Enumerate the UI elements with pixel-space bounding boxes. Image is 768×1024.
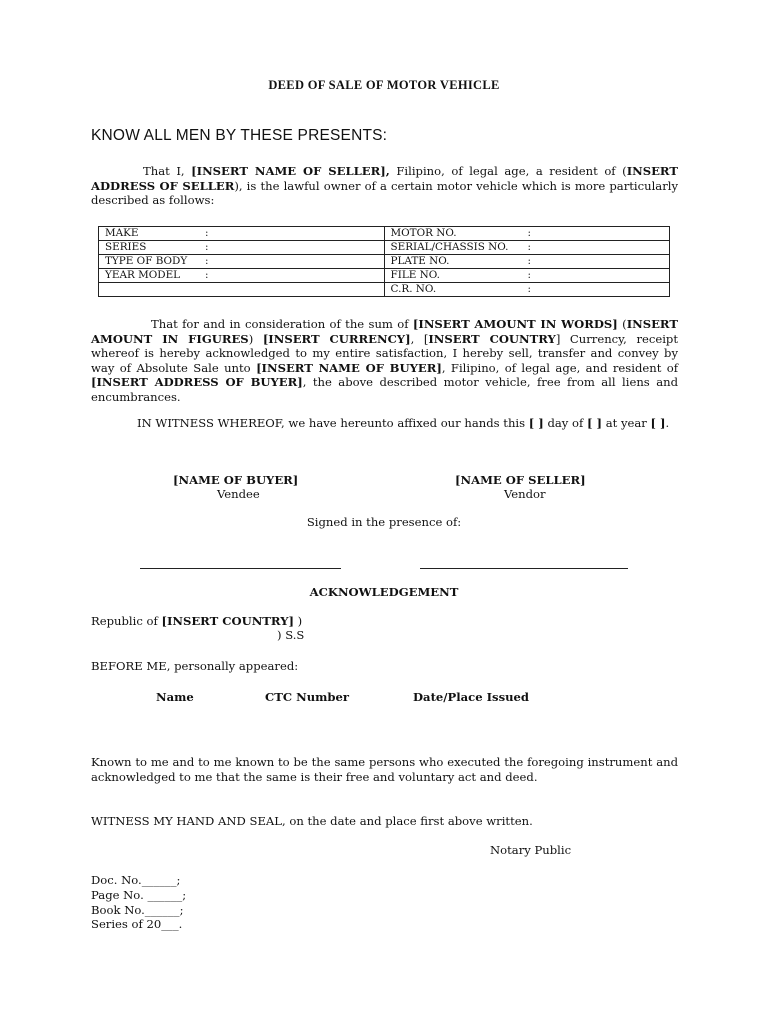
- witness-paragraph: IN WITNESS WHEREOF, we have hereunto affixed our hands this [ ] day of [ ] at year [ ].: [137, 416, 670, 430]
- acknowledgement-heading: ACKNOWLEDGEMENT: [309, 585, 459, 599]
- buyer-address-placeholder: [INSERT ADDRESS OF BUYER]: [91, 375, 303, 389]
- witness-signature-line-1: [140, 568, 341, 569]
- vehicle-field-colon: :: [205, 269, 209, 281]
- vehicle-table-cell-left: [99, 269, 385, 283]
- vehicle-table-cell-right: [384, 283, 670, 297]
- column-name: Name: [156, 690, 194, 704]
- doc-no: Doc. No.______;: [91, 873, 181, 887]
- seller-name: [NAME OF SELLER]: [455, 473, 586, 487]
- vehicle-field-label: SERIAL/CHASSIS NO.: [390, 241, 509, 253]
- seller-address-placeholder: INSERT ADDRESS OF SELLER: [91, 164, 678, 193]
- vehicle-field-label: TYPE OF BODY: [105, 255, 188, 267]
- buyer-name-placeholder: [INSERT NAME OF BUYER]: [256, 360, 442, 375]
- vehicle-table-cell-right: [384, 227, 670, 241]
- country-placeholder: INSERT COUNTRY: [428, 331, 556, 346]
- column-date-place-issued: Date/Place Issued: [413, 690, 530, 704]
- seller-paragraph: That I, [INSERT NAME OF SELLER], Filipino, of legal age, a resident of (INSERT ADDRESS OF SELLER), is the lawful owner of a certain motor vehicle which is more particularly described as follows:: [91, 164, 678, 207]
- amount-words-placeholder: [INSERT AMOUNT IN WORDS]: [412, 317, 618, 331]
- witness-signature-line-2: [420, 568, 628, 569]
- vehicle-table-cell-left: [99, 255, 385, 269]
- vehicle-field-label: MAKE: [105, 227, 139, 239]
- vehicle-table-cell-left: [99, 241, 385, 255]
- vehicle-field-label: SERIES: [105, 241, 147, 253]
- vehicle-field-colon: :: [527, 269, 532, 281]
- vehicle-table-cell-right: [384, 241, 670, 255]
- republic-line: Republic of [INSERT COUNTRY] ): [91, 614, 303, 628]
- witness-hand-text: WITNESS MY HAND AND SEAL, on the date and place first above written.: [91, 814, 533, 828]
- notary-public-label: Notary Public: [490, 843, 572, 857]
- known-paragraph: Known to me and to me known to be the same persons who executed the foregoing instrument and acknowledged to me that the same is their free and voluntary act and deed.: [91, 755, 678, 784]
- republic-country-placeholder: [INSERT COUNTRY]: [161, 614, 294, 628]
- vehicle-table-row: [99, 269, 670, 283]
- seller-role: Vendor: [504, 487, 546, 501]
- vehicle-field-colon: :: [205, 241, 209, 253]
- vehicle-field-label: FILE NO.: [390, 269, 440, 281]
- vehicle-table-row: [99, 241, 670, 255]
- vehicle-table-cell-left: [99, 227, 385, 241]
- consideration-paragraph: That for and in consideration of the sum of [INSERT AMOUNT IN WORDS] (INSERT AMOUNT IN FIGURES) [INSERT CURRENCY], [INSERT COUNTRY] Currency, receipt whereof is hereby acknowledged to my entire satisfaction, I hereby sell, transfer and convey by way of Absolute Sale unto [INSERT NAME OF BUYER], Filipino, of legal age, and resident of [INSERT ADDRESS OF BUYER], the above described motor vehicle, free from all liens and encumbrances.: [91, 317, 679, 404]
- vehicle-field-colon: :: [205, 255, 209, 267]
- vehicle-table-row: [99, 283, 670, 297]
- amount-figures-placeholder: INSERT AMOUNT IN FIGURES: [91, 317, 678, 346]
- vehicle-field-colon: :: [205, 227, 209, 239]
- buyer-name: [NAME OF BUYER]: [173, 473, 299, 487]
- vehicle-field-label: C.R. NO.: [390, 283, 437, 295]
- signed-presence-text: Signed in the presence of:: [306, 515, 462, 529]
- document-title: DEED OF SALE OF MOTOR VEHICLE: [268, 78, 500, 92]
- preamble: KNOW ALL MEN BY THESE PRESENTS:: [91, 127, 388, 144]
- ss-line: ) S.S: [277, 628, 305, 642]
- vehicle-table-row: [99, 227, 670, 241]
- currency-placeholder: [INSERT CURRENCY]: [262, 331, 411, 346]
- vehicle-field-colon: :: [527, 241, 532, 253]
- vehicle-field-colon: :: [527, 255, 532, 267]
- column-ctc-number: CTC Number: [265, 690, 350, 704]
- vehicle-description-table: [98, 226, 670, 297]
- before-me-text: BEFORE ME, personally appeared:: [91, 659, 299, 673]
- buyer-role: Vendee: [217, 487, 260, 501]
- vehicle-table-cell-right: [384, 255, 670, 269]
- series-no: Series of 20___.: [91, 917, 183, 931]
- vehicle-field-label: MOTOR NO.: [390, 227, 457, 239]
- vehicle-table-cell-left: [99, 283, 385, 297]
- vehicle-field-label: YEAR MODEL: [105, 269, 181, 281]
- page-no: Page No. ______;: [91, 888, 187, 902]
- book-no: Book No.______;: [91, 903, 184, 917]
- vehicle-field-colon: :: [527, 227, 532, 239]
- seller-name-placeholder: [INSERT NAME OF SELLER],: [191, 164, 390, 178]
- vehicle-field-colon: :: [527, 283, 532, 295]
- vehicle-table-row: [99, 255, 670, 269]
- vehicle-field-label: PLATE NO.: [390, 255, 450, 267]
- vehicle-table-cell-right: [384, 269, 670, 283]
